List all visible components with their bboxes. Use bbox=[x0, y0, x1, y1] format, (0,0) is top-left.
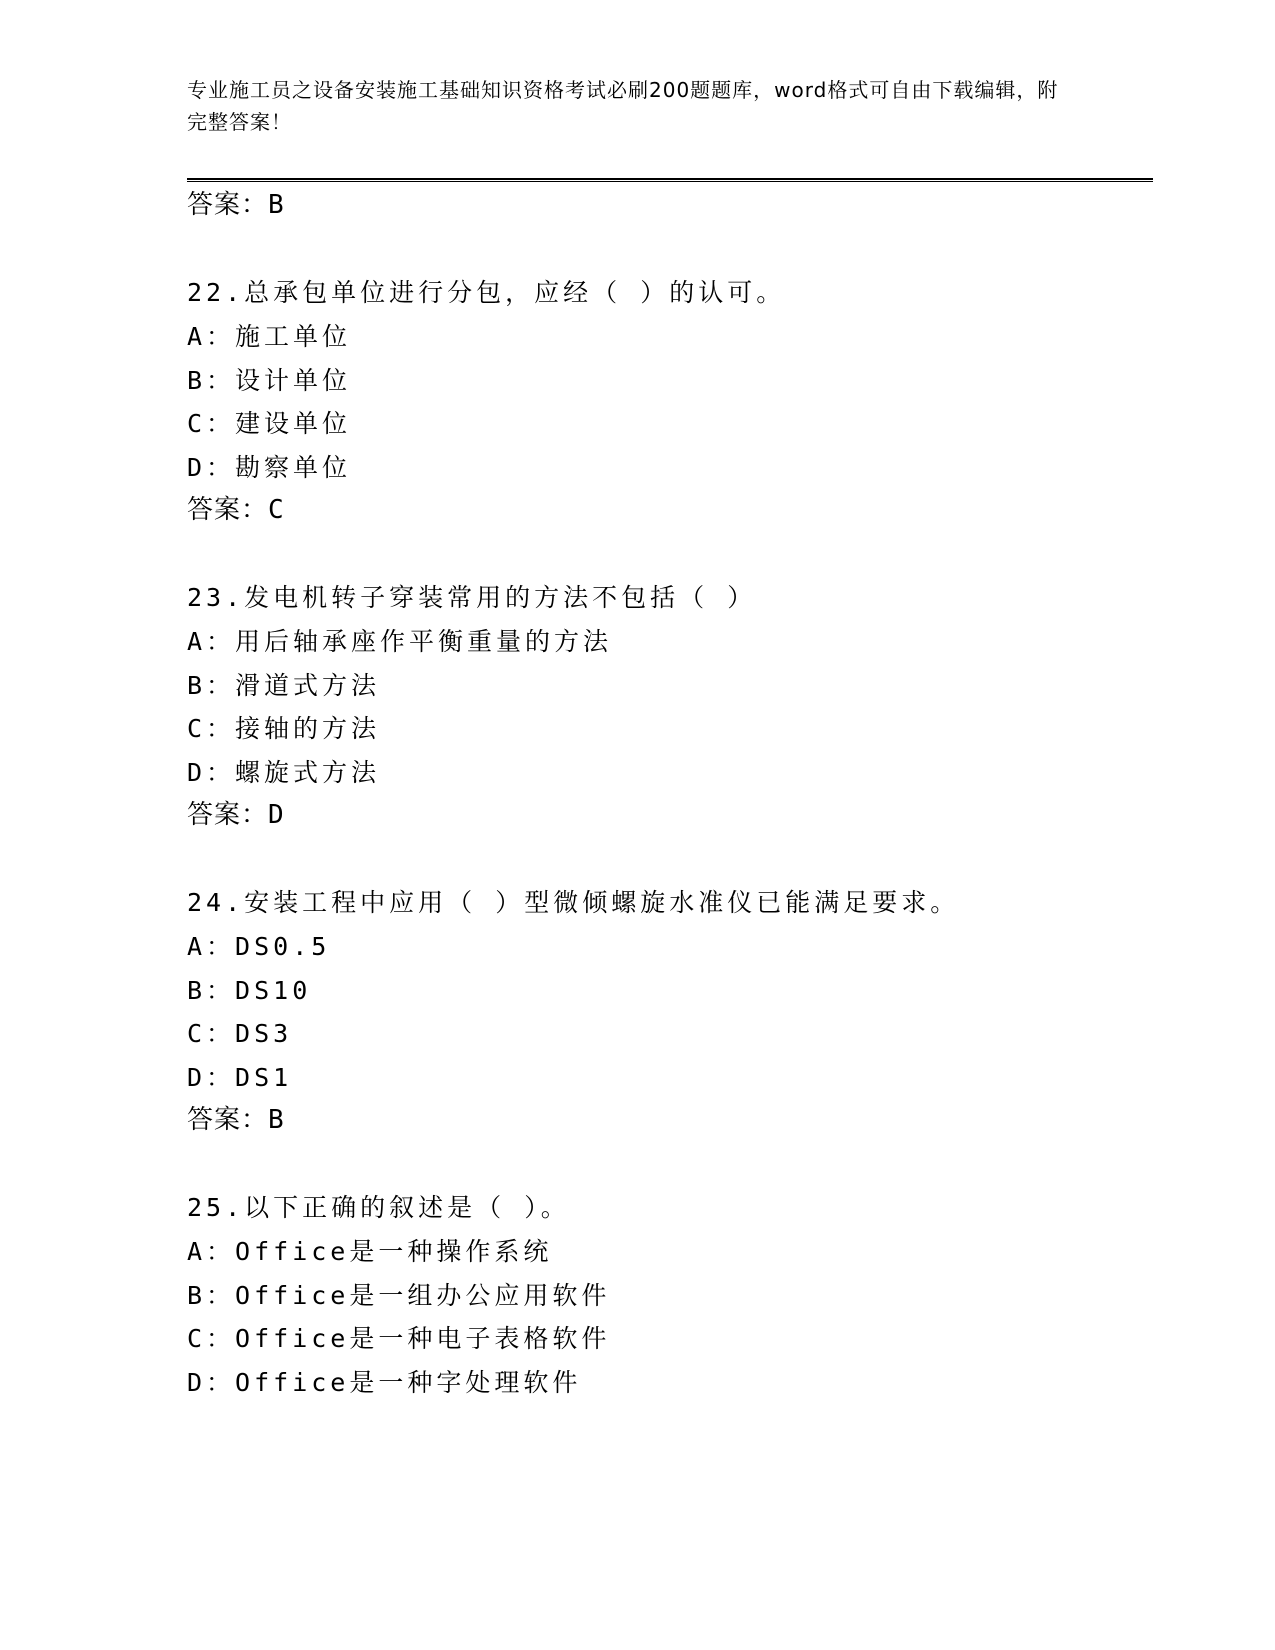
question-22-option-c: C：建设单位 bbox=[187, 409, 352, 438]
answer-line bbox=[187, 184, 285, 221]
question-24-option-a: A：DS0.5 bbox=[187, 932, 331, 961]
question-22-answer bbox=[187, 489, 285, 526]
question-25-text: 25.以下正确的叙述是（ ）。 bbox=[187, 1193, 570, 1222]
answer-value: D bbox=[268, 800, 285, 830]
answer-value: B bbox=[268, 1105, 285, 1135]
question-24-text: 24.安装工程中应用（ ）型微倾螺旋水准仪已能满足要求。 bbox=[187, 888, 960, 917]
question-23-answer bbox=[187, 794, 285, 831]
answer-value: C bbox=[268, 495, 285, 525]
answer-label: 答案： bbox=[187, 800, 269, 830]
question-23-option-a: A：用后轴承座作平衡重量的方法 bbox=[187, 627, 613, 656]
answer-label: 答案： bbox=[187, 1105, 269, 1135]
question-23-option-d: D：螺旋式方法 bbox=[187, 758, 381, 787]
question-24-option-d: D：DS1 bbox=[187, 1063, 293, 1092]
question-25-option-a: A：Office是一种操作系统 bbox=[187, 1237, 553, 1266]
question-24-option-c: C：DS3 bbox=[187, 1019, 293, 1048]
answer-label: 答案： bbox=[187, 495, 269, 525]
answer-value: B bbox=[268, 190, 285, 220]
question-22-option-b: B：设计单位 bbox=[187, 366, 352, 395]
question-22-text: 22.总承包单位进行分包，应经（ ）的认可。 bbox=[187, 278, 786, 307]
page-header-text: 专业施工员之设备安装施工基础知识资格考试必刷200题题库，word格式可自由下载编辑，附完整答案！ bbox=[187, 78, 1059, 134]
question-24-option-b: B：DS10 bbox=[187, 976, 312, 1005]
question-25-option-d: D：Office是一种字处理软件 bbox=[187, 1368, 582, 1397]
question-25-option-c: C：Office是一种电子表格软件 bbox=[187, 1324, 611, 1353]
question-23-option-c: C：接轴的方法 bbox=[187, 714, 381, 743]
question-23-option-b: B：滑道式方法 bbox=[187, 671, 381, 700]
header-divider bbox=[187, 178, 1153, 182]
question-23-text: 23.发电机转子穿装常用的方法不包括（ ） bbox=[187, 583, 757, 612]
question-24-answer bbox=[187, 1099, 285, 1136]
answer-label: 答案： bbox=[187, 190, 269, 220]
question-22-option-d: D：勘察单位 bbox=[187, 453, 352, 482]
question-22-option-a: A：施工单位 bbox=[187, 322, 352, 351]
question-25-option-b: B：Office是一组办公应用软件 bbox=[187, 1281, 611, 1310]
